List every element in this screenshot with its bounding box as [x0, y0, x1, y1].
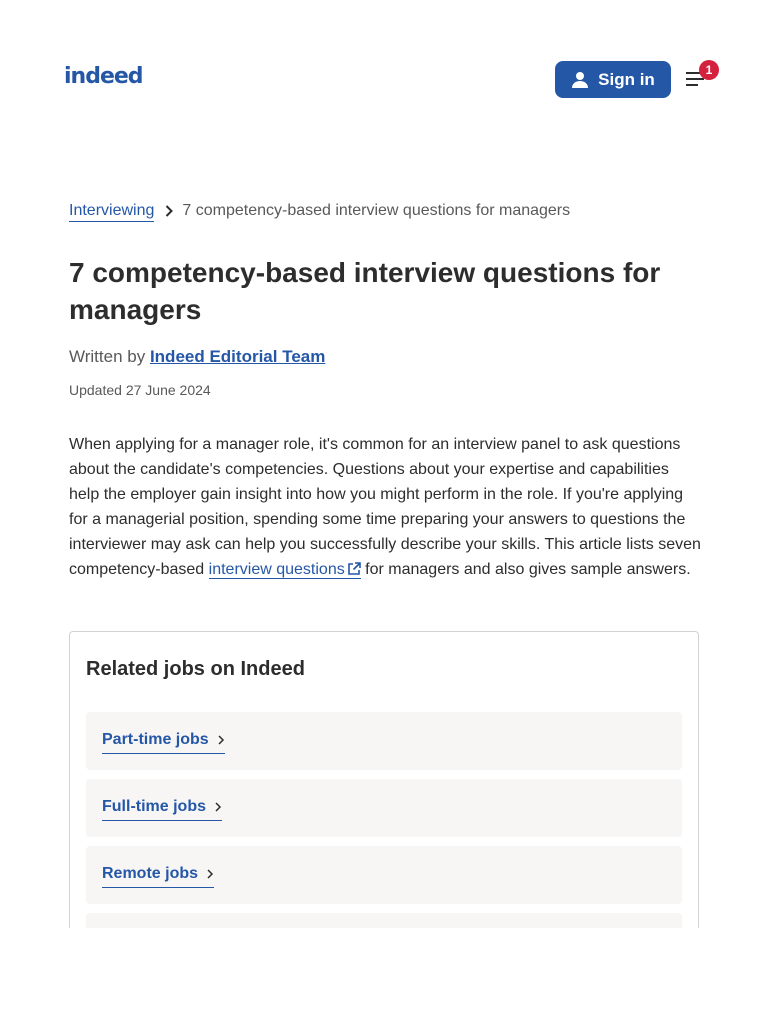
- updated-date: Updated 27 June 2024: [69, 382, 211, 398]
- interview-questions-link-label: interview questions: [208, 561, 345, 578]
- chevron-right-icon: [217, 734, 225, 746]
- job-link-label: Full-time jobs: [102, 798, 206, 815]
- chevron-right-icon: [214, 801, 222, 813]
- sign-in-button[interactable]: [555, 61, 671, 98]
- indeed-logo[interactable]: indeed: [64, 64, 143, 89]
- page-title: 7 competency-based interview questions for managers: [69, 257, 661, 325]
- full-time-jobs-link[interactable]: [102, 798, 222, 821]
- breadcrumb-interviewing-link[interactable]: Interviewing: [69, 201, 154, 222]
- main-menu-button[interactable]: [686, 63, 713, 90]
- intro-paragraph: [69, 432, 701, 584]
- breadcrumb: [69, 199, 570, 223]
- related-job-item[interactable]: [86, 779, 682, 837]
- viewport-cutoff: [0, 928, 768, 1024]
- site-header: [0, 0, 768, 160]
- job-link-label: Part-time jobs: [102, 731, 209, 748]
- part-time-jobs-link[interactable]: [102, 731, 225, 754]
- breadcrumb-current: 7 competency-based interview questions for managers: [182, 202, 571, 219]
- related-job-item[interactable]: [86, 846, 682, 904]
- job-link-label: Remote jobs: [102, 865, 199, 882]
- interview-questions-link[interactable]: [209, 561, 361, 579]
- author-link[interactable]: Indeed Editorial Team: [149, 347, 326, 366]
- related-jobs-title: Related jobs on Indeed: [86, 658, 305, 680]
- sign-in-label: Sign in: [598, 69, 655, 89]
- intro-text-end: for managers and also gives sample answers.: [360, 561, 691, 578]
- intro-text: When applying for a manager role, it's common for an interview panel to ask questions about the candidate's competencies. Questions about your expertise and capabilities help the employer gain insight into how you might perform in the role. If you're applying for a managerial position, spending some time preparing your answers to questions the interviewer may ask can help you successfully describe your skills. This article lists seven competency-based: [69, 436, 701, 578]
- user-icon: [571, 71, 589, 89]
- chevron-right-icon: [206, 868, 214, 880]
- chevron-right-icon: [164, 204, 174, 218]
- notification-badge: 1: [699, 60, 719, 80]
- external-link-icon: [347, 559, 361, 584]
- related-jobs-panel: [69, 631, 699, 941]
- remote-jobs-link[interactable]: [102, 865, 214, 888]
- byline: [69, 347, 325, 367]
- related-job-item[interactable]: [86, 712, 682, 770]
- written-by-label: Written by: [69, 347, 146, 366]
